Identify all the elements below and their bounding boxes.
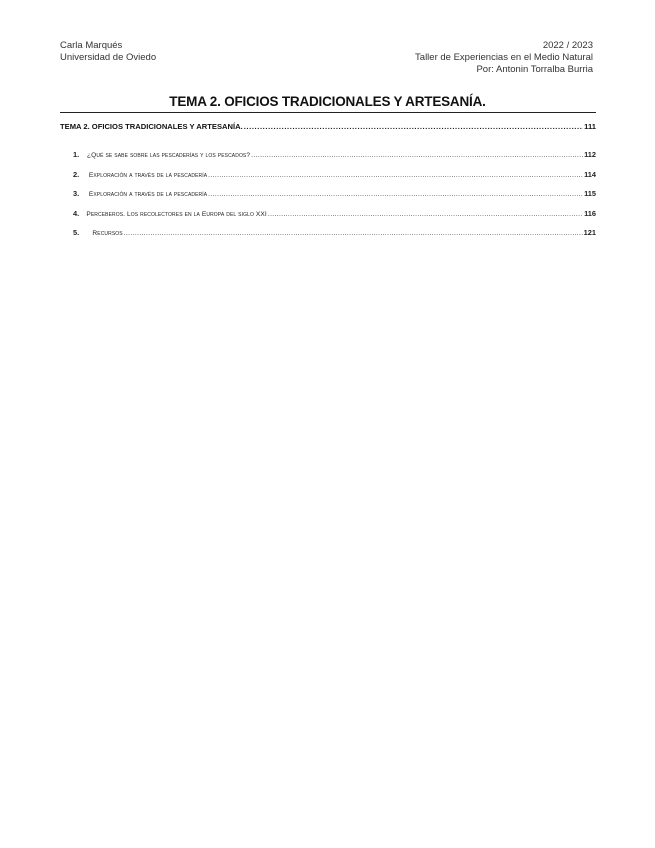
toc-item[interactable]: [60, 228, 596, 248]
course-name: Taller de Experiencias en el Medio Natural: [415, 52, 593, 63]
academic-year: 2022 / 2023: [542, 40, 593, 51]
toc-item-label: Exploración a través de la pescadería: [88, 171, 208, 179]
toc-item-number: 3.: [73, 189, 80, 198]
toc-item-label: Recursos: [92, 230, 123, 237]
toc-item-page: 115: [584, 189, 596, 198]
toc-item[interactable]: [60, 170, 596, 190]
table-of-contents: [60, 122, 596, 248]
toc-item-label: Exploración a través de la pescadería: [88, 191, 208, 198]
toc-item-number: 4.: [73, 208, 80, 218]
toc-item-number: 2.: [73, 169, 80, 179]
header-left: [60, 40, 156, 64]
toc-leader-dots: [244, 122, 583, 131]
toc-leader-dots: [208, 191, 583, 198]
toc-item[interactable]: [60, 209, 596, 229]
toc-leader-dots: [268, 211, 583, 218]
toc-item[interactable]: [60, 150, 596, 170]
toc-item[interactable]: [60, 189, 596, 209]
toc-leader-dots: [208, 172, 583, 179]
toc-leader-dots: [124, 230, 583, 237]
toc-item-page: 112: [584, 150, 596, 159]
toc-main-entry[interactable]: [60, 122, 596, 134]
toc-main-page: 111: [584, 122, 596, 131]
toc-main-label: TEMA 2. OFICIOS TRADICIONALES Y ARTESANÍA.: [60, 122, 243, 131]
university-name: Universidad de Oviedo: [60, 52, 157, 63]
toc-item-page: 114: [584, 169, 596, 179]
toc-item-page: 121: [583, 228, 596, 237]
page-title: TEMA 2. OFICIOS TRADICIONALES Y ARTESANÍA.: [169, 94, 486, 109]
toc-item-label: ¿Qué se sabe sobre las pescaderías y los pescados?: [87, 152, 251, 159]
header-right: [415, 40, 593, 76]
title-divider: [60, 112, 596, 113]
toc-item-number: 1.: [73, 150, 80, 159]
toc-item-label: Perceberos. Los recolectores en la Europa del siglo XXI: [86, 210, 267, 218]
toc-leader-dots: [251, 152, 583, 159]
toc-item-page: 116: [584, 208, 596, 218]
teacher-name: Por: Antonin Torralba Burria: [476, 64, 593, 75]
toc-item-list: [60, 150, 596, 248]
author-name: Carla Marqués: [60, 40, 123, 51]
toc-item-number: 5.: [73, 228, 80, 237]
